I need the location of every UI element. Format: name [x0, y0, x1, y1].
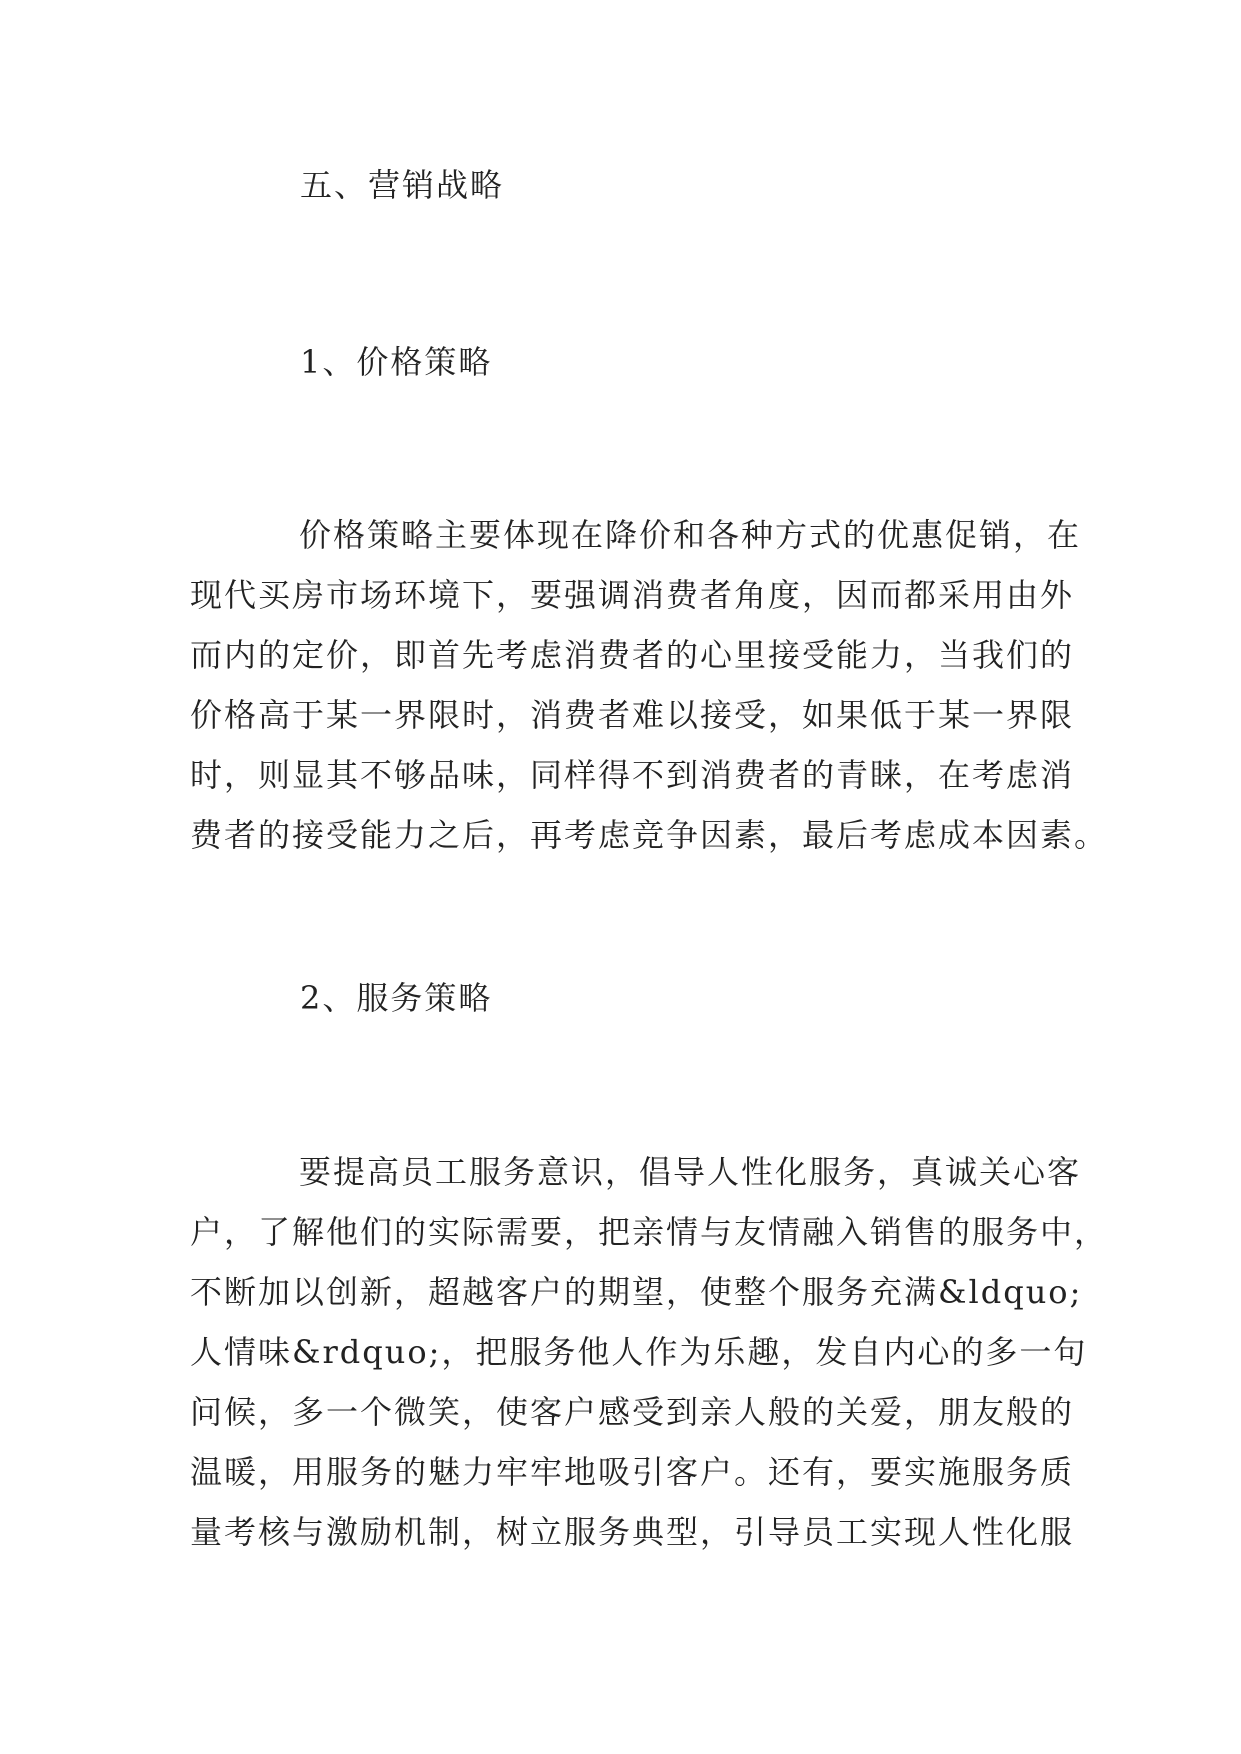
paragraph-line: 而内的定价，即首先考虑消费者的心里接受能力，当我们的 [190, 636, 1075, 674]
paragraph-line: 量考核与激励机制，树立服务典型，引导员工实现人性化服 [190, 1513, 1075, 1551]
paragraph-line: 价格策略主要体现在降价和各种方式的优惠促销，在 [299, 516, 1082, 554]
paragraph-line: 户，了解他们的实际需要，把亲情与友情融入销售的服务中， [190, 1213, 1109, 1251]
paragraph-price-strategy [190, 505, 1109, 865]
paragraph-line: 价格高于某一界限时，消费者难以接受，如果低于某一界限 [190, 696, 1075, 734]
paragraph-line: 费者的接受能力之后，再考虑竞争因素，最后考虑成本因素。 [190, 816, 1109, 854]
paragraph-line: 人情味&rdquo;，把服务他人作为乐趣，发自内心的多一句 [190, 1333, 1088, 1371]
paragraph-line: 时，则显其不够品味，同样得不到消费者的青睐，在考虑消 [190, 756, 1075, 794]
paragraph-line: 不断加以创新，超越客户的期望，使整个服务充满&ldquo; [190, 1273, 1083, 1311]
paragraph-service-strategy [190, 1142, 1109, 1562]
subsection-title-service-strategy: 2、服务策略 [300, 979, 493, 1017]
paragraph-line: 要提高员工服务意识，倡导人性化服务，真诚关心客 [299, 1153, 1082, 1191]
paragraph-line: 现代买房市场环境下，要强调消费者角度，因而都采用由外 [190, 576, 1075, 614]
paragraph-line: 问候，多一个微笑，使客户感受到亲人般的关爱，朋友般的 [190, 1393, 1075, 1431]
paragraph-line: 温暖，用服务的魅力牢牢地吸引客户。还有，要实施服务质 [190, 1453, 1075, 1491]
subsection-title-price-strategy: 1、价格策略 [300, 343, 493, 381]
section-title: 五、营销战略 [300, 166, 505, 204]
